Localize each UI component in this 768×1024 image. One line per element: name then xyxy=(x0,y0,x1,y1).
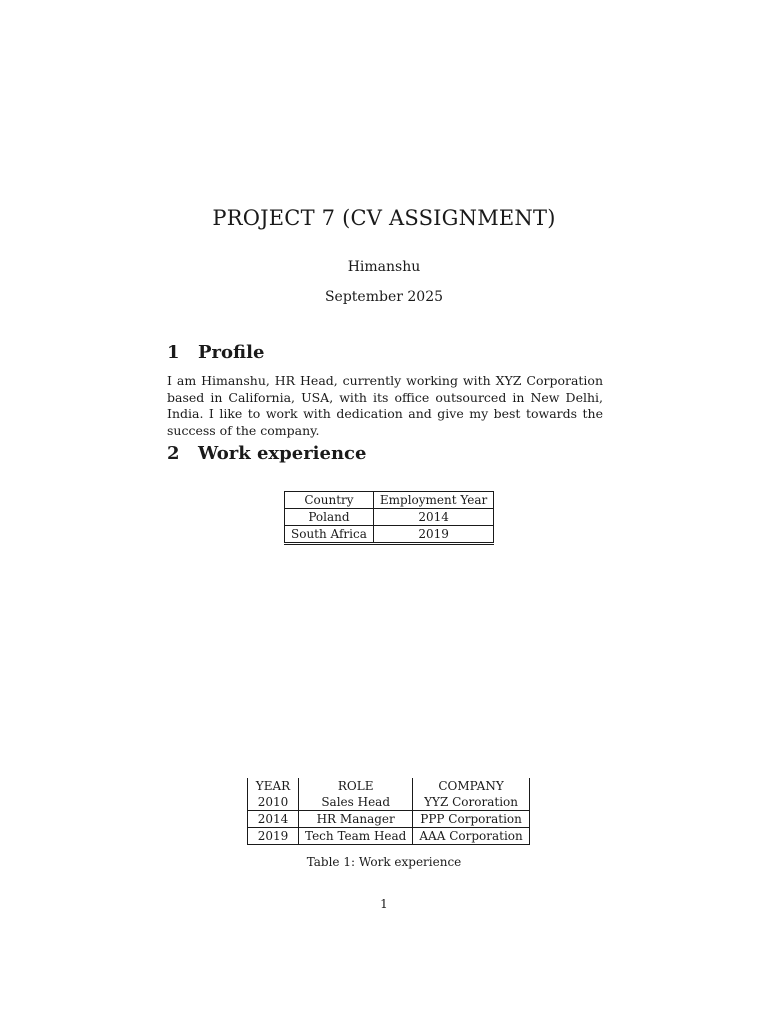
page-number: 1 xyxy=(380,897,388,911)
table-cell: 2014 xyxy=(248,811,299,828)
table-cell: 2010 xyxy=(248,794,299,811)
table-cell: Tech Team Head xyxy=(299,828,413,845)
table-cell: AAA Corporation xyxy=(413,828,529,845)
table-row xyxy=(248,811,530,828)
document-date: September 2025 xyxy=(324,289,444,305)
table-header-cell: COMPANY xyxy=(413,778,529,794)
table-header-cell: Country xyxy=(285,492,374,509)
table-header-cell: YEAR xyxy=(248,778,299,794)
table-row xyxy=(248,794,530,811)
table-cell: South Africa xyxy=(285,526,374,544)
table-header-row xyxy=(248,778,530,794)
table-cell: Sales Head xyxy=(299,794,413,811)
country-employment-table xyxy=(284,491,494,545)
table-row xyxy=(248,828,530,845)
table-cell: YYZ Cororation xyxy=(413,794,529,811)
table-cell: HR Manager xyxy=(299,811,413,828)
profile-paragraph: I am Himanshu, HR Head, currently working with XYZ Corporation based in California, USA, with its office outsourced in New Delhi, India. I like to work with dedication and give my best towards the success of the company. xyxy=(167,373,603,438)
table-header-row xyxy=(285,492,494,509)
document-author: Himanshu xyxy=(347,259,421,275)
table-row xyxy=(285,509,494,526)
section-heading-profile xyxy=(167,342,264,363)
table-cell: 2019 xyxy=(373,526,493,544)
table-row xyxy=(285,526,494,544)
section-heading-work-experience xyxy=(167,443,366,464)
table-caption: Table 1: Work experience xyxy=(306,855,462,869)
section-number: 2 xyxy=(167,443,180,464)
work-experience-table xyxy=(247,778,530,845)
table-header-cell: ROLE xyxy=(299,778,413,794)
table-cell: PPP Corporation xyxy=(413,811,529,828)
table-cell: 2014 xyxy=(373,509,493,526)
document-title: PROJECT 7 (CV ASSIGNMENT) xyxy=(212,206,556,230)
table-cell: 2019 xyxy=(248,828,299,845)
table-header-cell: Employment Year xyxy=(373,492,493,509)
table-cell: Poland xyxy=(285,509,374,526)
section-title: Work experience xyxy=(198,443,367,464)
section-number: 1 xyxy=(167,342,180,363)
section-title: Profile xyxy=(198,342,265,363)
